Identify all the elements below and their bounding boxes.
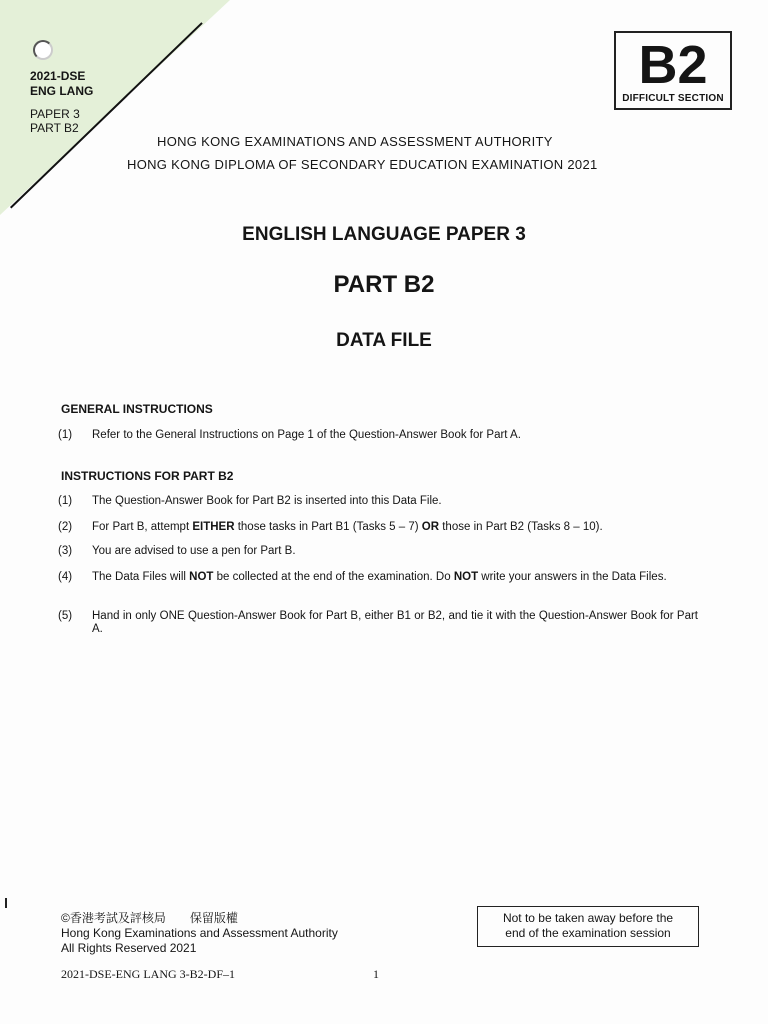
section-caption: DIFFICULT SECTION [622,93,724,104]
partb2-instruction-item [58,495,698,508]
partb2-instructions-heading: INSTRUCTIONS FOR PART B2 [61,469,234,483]
item-text [92,571,698,584]
item-text: Hand in only ONE Question-Answer Book for Part B, either B1 or B2, and tie it with the Question-Answer Book for Part A. [92,610,698,635]
authority-header: HONG KONG EXAMINATIONS AND ASSESSMENT AUTHORITY [157,134,553,149]
corner-part: PART B2 [30,121,79,135]
item-text: The Question-Answer Book for Part B2 is inserted into this Data File. [92,495,442,507]
item-emphasis: OR [421,521,440,533]
item-text-part: The Data Files will [92,571,190,583]
copyright-chinese: ©香港考試及評核局 保留版權 [61,911,238,925]
paper-title: ENGLISH LANGUAGE PAPER 3 [242,224,526,245]
exam-session-notice [477,906,699,947]
partb2-instruction-item [58,545,698,558]
exam-header: HONG KONG DIPLOMA OF SECONDARY EDUCATION EXAMINATION 2021 [127,157,598,172]
copyright-authority: Hong Kong Examinations and Assessment Authority [61,926,338,940]
document-code: 2021-DSE-ENG LANG 3-B2-DF–1 [61,967,235,981]
general-instructions-heading: GENERAL INSTRUCTIONS [61,402,213,416]
item-number: (4) [58,571,73,583]
partb2-instruction-item [58,571,698,584]
item-text [92,521,698,534]
page-number: 1 [373,967,379,981]
item-number: (1) [58,495,73,507]
corner-paper: PAPER 3 [30,107,80,121]
item-number: (1) [58,429,73,441]
notice-line: Not to be taken away before the [502,911,674,925]
general-instruction-item [58,429,698,442]
item-text: You are advised to use a pen for Part B. [92,545,296,557]
item-emphasis: EITHER [192,521,235,533]
item-number: (5) [58,610,73,622]
section-badge [614,31,732,110]
corner-subject: ENG LANG [30,84,94,98]
item-text-part: be collected at the end of the examination. Do [213,571,454,583]
punch-hole-icon [33,40,53,60]
item-text-part: those tasks in Part B1 (Tasks 5 – 7) [234,521,422,533]
datafile-title: DATA FILE [336,330,432,351]
item-text: Refer to the General Instructions on Page 1 of the Question-Answer Book for Part A. [92,429,521,441]
item-text-part: write your answers in the Data Files. [478,571,667,583]
item-emphasis: NOT [453,571,479,583]
partb2-instruction-item [58,610,698,636]
corner-exam-code: 2021-DSE [30,69,86,83]
section-code: B2 [638,35,708,95]
item-emphasis: NOT [189,571,214,583]
item-number: (2) [58,521,73,533]
copyright-block [61,911,338,956]
notice-line: end of the examination session [505,926,671,940]
copyright-rights: All Rights Reserved 2021 [61,941,197,955]
part-title: PART B2 [333,271,435,298]
item-number: (3) [58,545,73,557]
scan-mark [5,898,7,908]
item-text-part: For Part B, attempt [92,521,193,533]
item-text-part: those in Part B2 (Tasks 8 – 10). [439,521,603,533]
partb2-instruction-item [58,521,698,534]
